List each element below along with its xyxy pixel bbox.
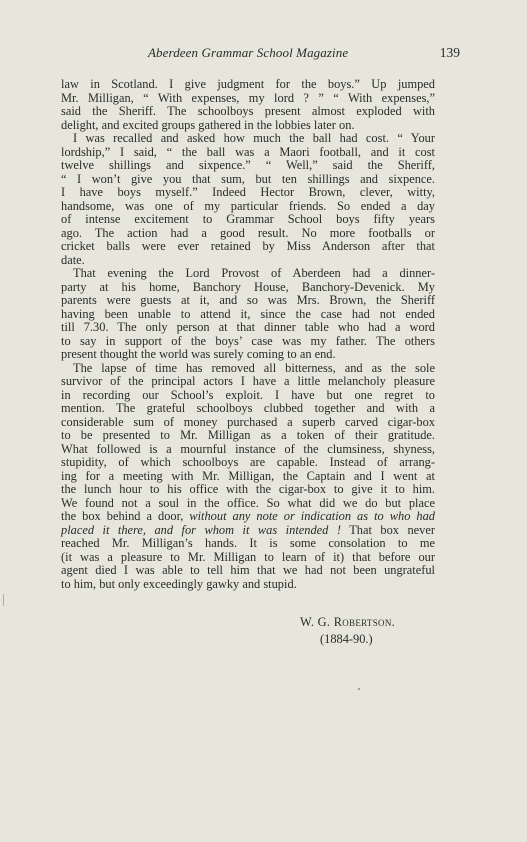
page-number: 139 — [439, 45, 460, 60]
author-years: (1884-90.) — [320, 632, 373, 646]
body-line: ing for a meeting with Mr. Milligan, the Captain and I went at — [61, 468, 435, 483]
body-line: to say in support of the boys’ case was my father. The others — [61, 333, 435, 348]
body-line: Mr. Milligan, “ With expenses, my lord ? ” “ With expenses,” — [61, 90, 435, 105]
body-line: of intense excitement to Grammar School boys fifty years — [61, 212, 435, 226]
running-head — [60, 45, 460, 65]
body-line-mixed — [61, 524, 435, 538]
body-line: law in Scotland. I give judgment for the boys.” Up jumped — [61, 77, 435, 91]
body-line: till 7.30. The only person at that dinner table who had a word — [61, 320, 435, 334]
body-line: date. — [61, 252, 85, 267]
body-line: present thought the world was surely coming to an end. — [61, 347, 336, 361]
paragraph-start-line: That evening the Lord Provost of Aberdeen had a dinner- — [73, 266, 435, 280]
body-line: twelve shillings and sixpence.” “ Well,” said the Sheriff, — [61, 158, 435, 172]
paragraph-start-line: The lapse of time has removed all bitterness, and as the sole — [73, 360, 435, 375]
body-line: mention. The grateful schoolboys clubbed together and with a — [61, 401, 435, 415]
body-line: parents were guests at it, and so was Mrs. Brown, the Sheriff — [61, 293, 435, 307]
body-line: handsome, was one of my particular friends. So ended a day — [61, 198, 435, 213]
body-line: agent died I was able to tell him that we had not been ungrateful — [61, 563, 435, 577]
body-line: considerable sum of money purchased a superb carved cigar-box — [61, 414, 435, 429]
body-line: What followed is a mournful instance of the clumsiness, shyness, — [61, 441, 435, 456]
body-line: cricket balls were ever retained by Miss Anderson after that — [61, 239, 435, 253]
italic-phrase: placed it there, and for whom it was intended ! — [61, 522, 341, 537]
body-text-fragment: That box never — [340, 522, 435, 537]
body-line: survivor of the principal actors I have a little melancholy pleasure — [61, 374, 435, 388]
author-name: W. G. Robertson. — [300, 615, 396, 629]
body-line: lordship,” I said, “ the ball was a Maori football, and it cost — [61, 144, 435, 159]
body-line: delight, and excited groups gathered in the lobbies later on. — [61, 117, 355, 132]
body-line: “ I won’t give you that sum, but ten shillings and sixpence. — [61, 171, 435, 186]
author-signature — [300, 614, 440, 648]
body-line: stupidity, of which schoolboys are capable. Instead of arrang- — [61, 455, 435, 469]
body-line-mixed — [61, 510, 435, 524]
paragraph-start-line: I was recalled and asked how much the ball had cost. “ Your — [73, 131, 435, 145]
body-line: the lunch hour to his office with the cigar-box to give it to him. — [61, 482, 435, 496]
paper-speck — [358, 688, 360, 690]
body-line: having been unable to attend it, since the case had not ended — [61, 306, 435, 321]
italic-phrase: without any note or indication as to who had — [189, 509, 435, 523]
body-line: said the Sheriff. The schoolboys present almost exploded with — [61, 104, 435, 118]
article-body — [61, 78, 435, 591]
body-line: reached Mr. Milligan’s hands. It is some consolation to me — [61, 536, 435, 550]
body-line: I have boys myself.” Indeed Hector Brown, clever, witty, — [61, 185, 435, 199]
body-line: to him, but only exceedingly gawky and stupid. — [61, 576, 297, 591]
body-line: ago. The action had a good result. No more footballs or — [61, 225, 435, 240]
body-line: party at his home, Banchory House, Banchory-Devenick. My — [61, 279, 435, 294]
body-line: (it was a pleasure to Mr. Milligan to learn of it) that before our — [61, 549, 435, 564]
margin-mark — [3, 594, 4, 606]
running-title: Aberdeen Grammar School Magazine — [148, 45, 349, 60]
body-text-fragment: the box behind a door, — [61, 509, 190, 523]
body-line: to be presented to Mr. Milligan as a token of their gratitude. — [61, 428, 435, 442]
body-line: in recording our School’s exploit. I have but one regret to — [61, 387, 435, 402]
body-line: We found not a soul in the office. So what did we do but place — [61, 495, 435, 510]
